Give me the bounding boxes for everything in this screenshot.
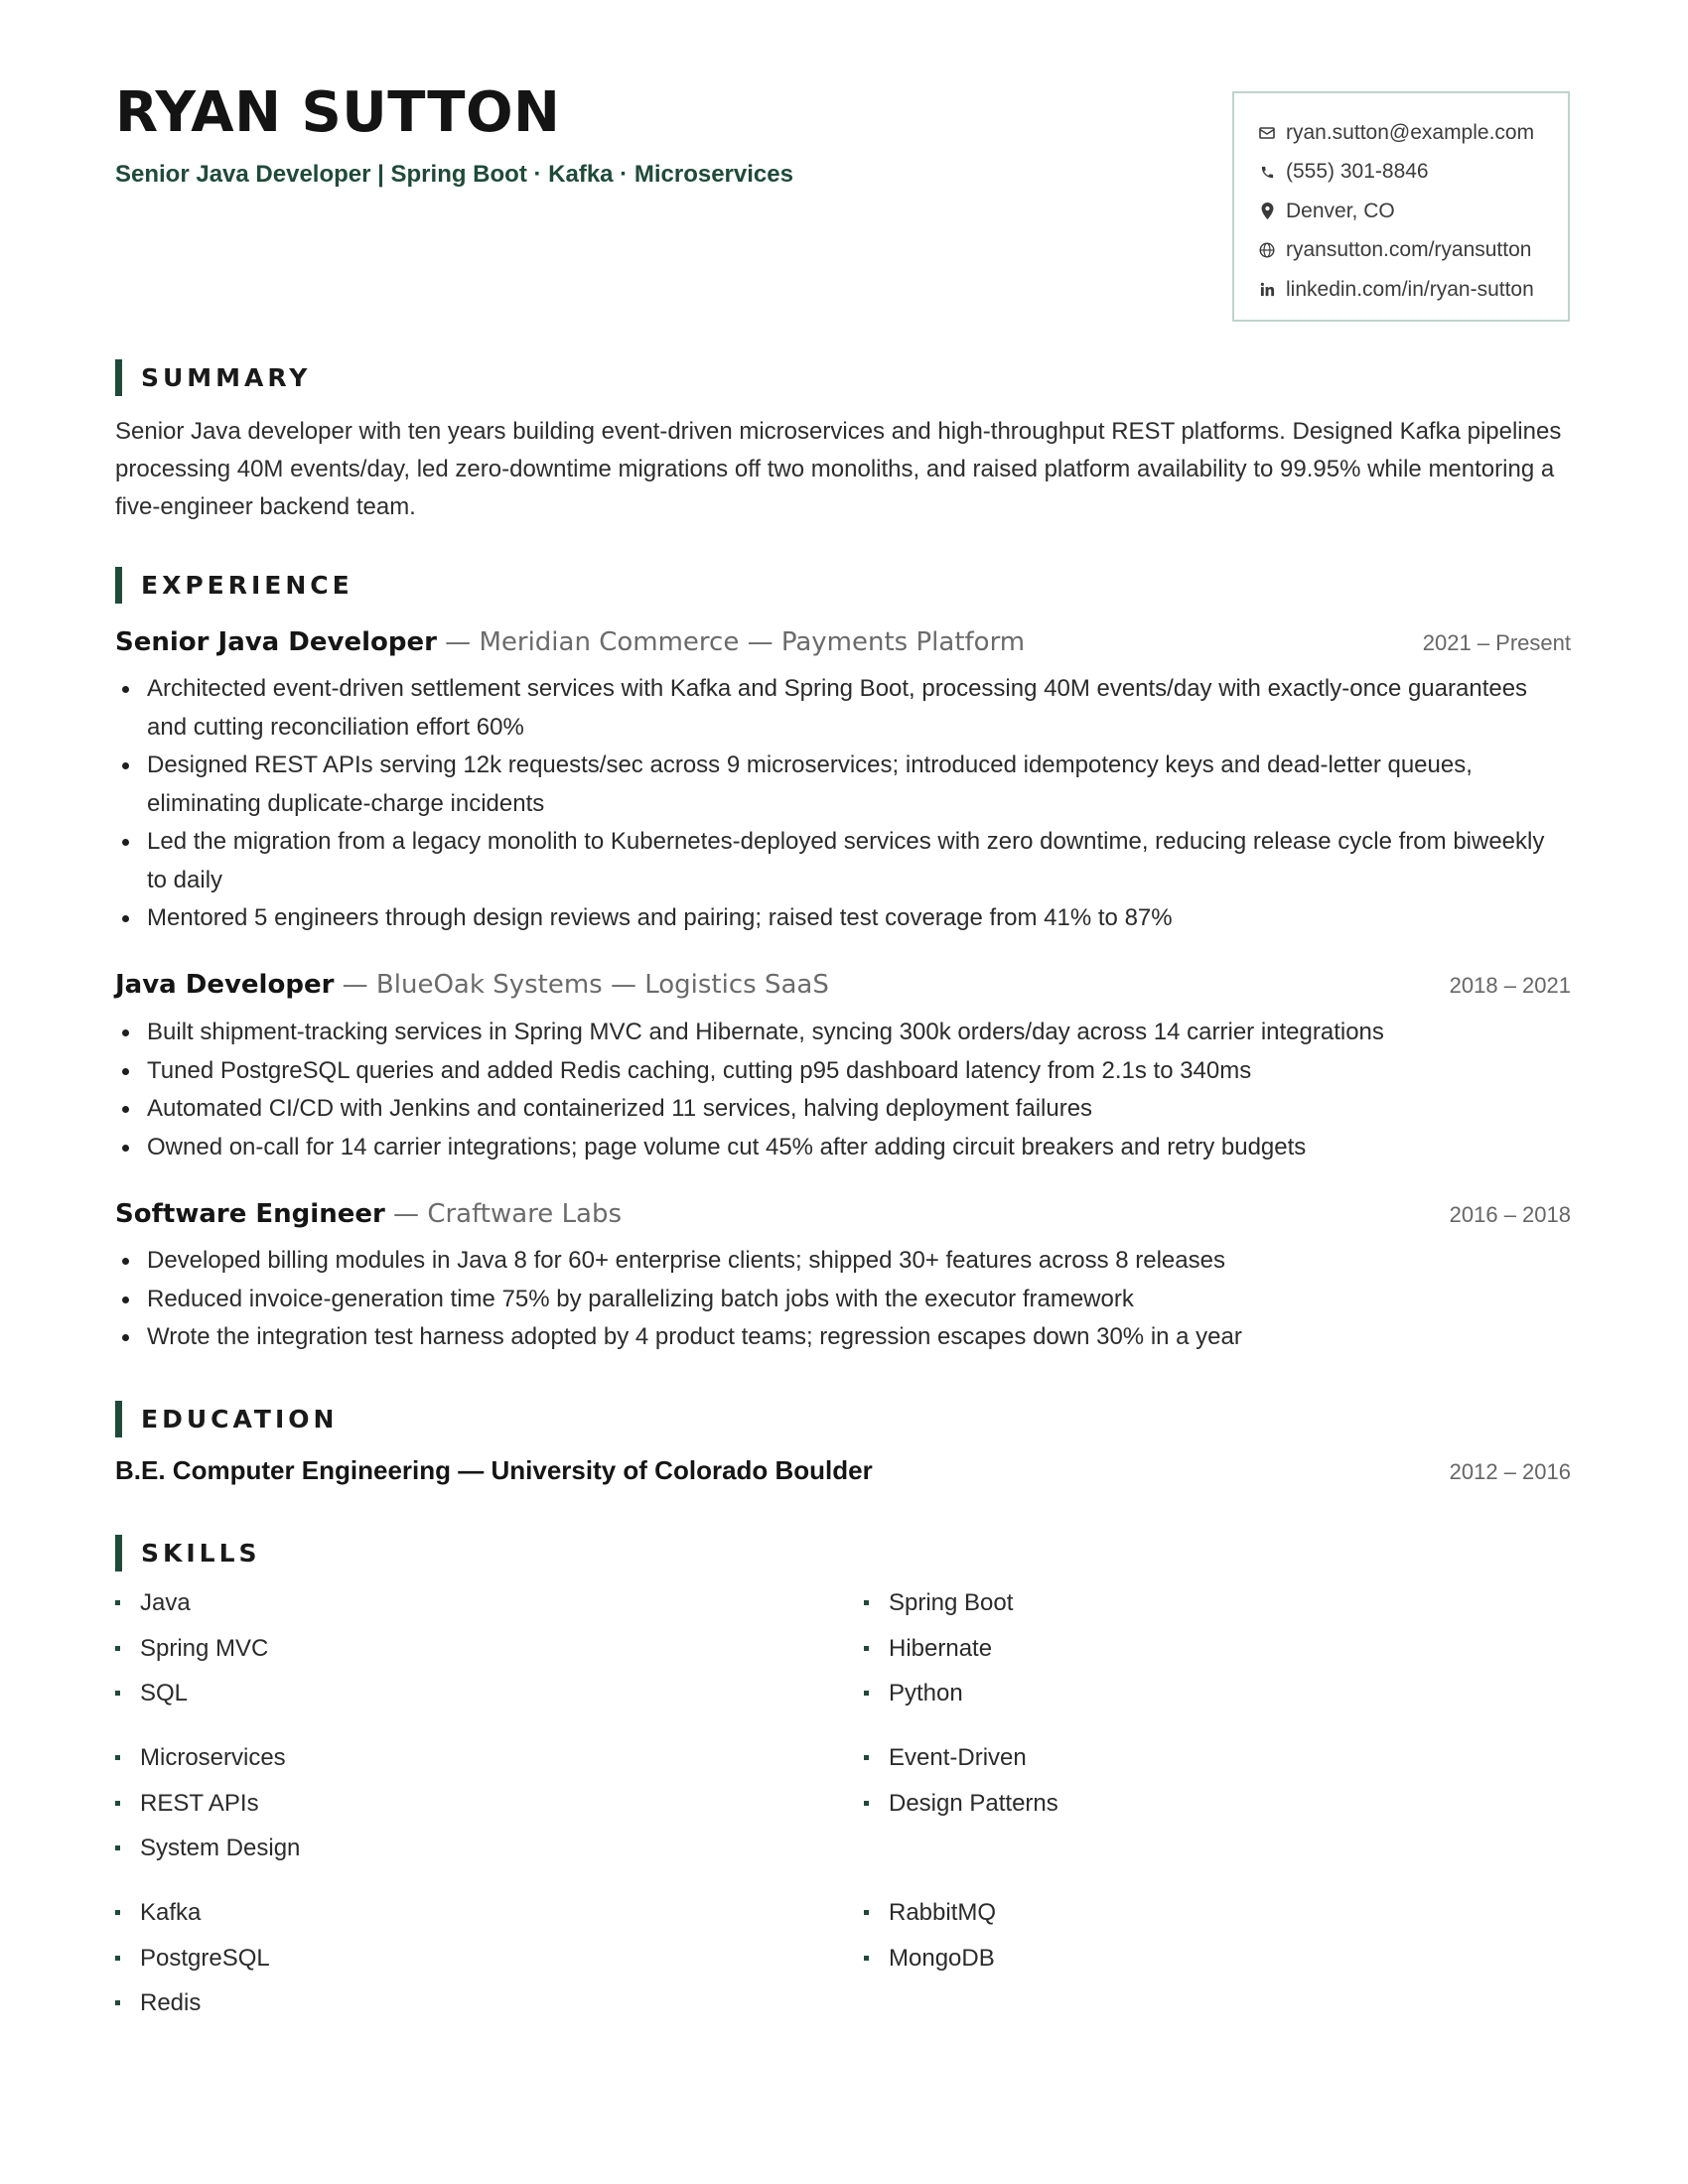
skills-list [864, 1735, 1058, 1826]
job-bullet: Developed billing modules in Java 8 for 60+ enterprise clients; shipped 30+ features across 8 releases [115, 1242, 1571, 1281]
job-header [115, 627, 1571, 663]
job-bullet: Owned on-call for 14 carrier integrations; page volume cut 45% after adding circuit breakers and retry budgets [115, 1129, 1571, 1167]
job-bullet: Led the migration from a legacy monolith to Kubernetes-deployed services with zero downtime, reducing release cycle from biweekly to daily [115, 823, 1571, 899]
skills-list [115, 1890, 270, 2026]
job-bullets [115, 1242, 1571, 1357]
education-entry [115, 1455, 1571, 1491]
summary-text: Senior Java developer with ten years building event-driven microservices and high-throughput REST platforms. Designed Kafka pipelines processing 40M events/day, led zero-downtime migrations off two monoliths, and raised platform availability to 99.95% while mentoring a five-engineer backend team. [115, 418, 1562, 520]
job-title-line [115, 627, 1025, 657]
skill-item: System Design [115, 1826, 300, 1871]
section-accent-bar [115, 1535, 122, 1571]
contact-email[interactable] [1258, 113, 1568, 153]
section-summary-label: SUMMARY [141, 363, 312, 392]
job-role: Java Developer [115, 970, 335, 1000]
job-header [115, 1199, 1571, 1235]
contact-linkedin[interactable] [1258, 270, 1568, 310]
section-accent-bar [115, 1401, 122, 1437]
skill-item: Design Patterns [864, 1781, 1058, 1827]
skill-item: Python [864, 1671, 1013, 1716]
skill-item: Hibernate [864, 1626, 1013, 1672]
skill-item: Microservices [115, 1735, 300, 1781]
skill-item: RabbitMQ [864, 1890, 996, 1936]
phone-icon [1258, 163, 1276, 181]
contact-phone-text: (555) 301-8846 [1286, 160, 1429, 184]
job-title-line [115, 1199, 622, 1229]
mail-icon [1258, 124, 1276, 142]
skill-item: REST APIs [115, 1781, 300, 1827]
job-dates: 2021 – Present [1422, 630, 1571, 655]
contact-location [1258, 192, 1568, 231]
job-bullets [115, 1014, 1571, 1166]
skills-list [115, 1580, 268, 1716]
skill-item: Redis [115, 1980, 270, 2026]
job-role: Senior Java Developer [115, 627, 437, 657]
job-bullet: Automated CI/CD with Jenkins and containerized 11 services, halving deployment failures [115, 1090, 1571, 1129]
job-company: — BlueOak Systems — Logistics SaaS [334, 970, 829, 1000]
skills-list [864, 1580, 1013, 1716]
job-bullet: Built shipment-tracking services in Spring MVC and Hibernate, syncing 300k orders/day across 14 carrier integrations [115, 1014, 1571, 1052]
job-role: Software Engineer [115, 1199, 385, 1229]
education-degree: B.E. Computer Engineering — University of Colorado Boulder [115, 1455, 873, 1485]
job-dates: 2016 – 2018 [1449, 1202, 1571, 1227]
job-bullets [115, 670, 1571, 938]
job-header [115, 970, 1571, 1006]
section-education-title [115, 1401, 338, 1437]
skill-item: Java [115, 1580, 268, 1626]
section-accent-bar [115, 567, 122, 604]
globe-icon [1258, 241, 1276, 259]
linkedin-icon [1258, 281, 1276, 299]
section-experience-label: EXPERIENCE [141, 571, 353, 600]
skill-item: PostgreSQL [115, 1936, 270, 1981]
section-skills-label: SKILLS [141, 1539, 261, 1568]
skill-item: Spring Boot [864, 1580, 1013, 1626]
resume-page [115, 0, 1571, 2184]
section-education-label: EDUCATION [141, 1405, 339, 1433]
job-dates: 2018 – 2021 [1449, 973, 1571, 998]
location-pin-icon [1258, 203, 1276, 220]
candidate-name: RYAN SUTTON [115, 80, 561, 145]
skill-item: Kafka [115, 1890, 270, 1936]
section-accent-bar [115, 359, 122, 396]
job-bullet: Reduced invoice-generation time 75% by parallelizing batch jobs with the executor framework [115, 1281, 1571, 1319]
skills-list [115, 1735, 300, 1871]
section-summary-title [115, 359, 311, 396]
contact-website-text: ryansutton.com/ryansutton [1286, 238, 1532, 262]
job-bullet: Architected event-driven settlement services with Kafka and Spring Boot, processing 40M events/day with exactly-once guarantees and cutting reconciliation effort 60% [115, 670, 1571, 747]
skills-list [864, 1890, 996, 1980]
headline: Senior Java Developer | Spring Boot · Kafka · Microservices [115, 161, 793, 188]
job-bullet: Mentored 5 engineers through design reviews and pairing; raised test coverage from 41% to 87% [115, 899, 1571, 938]
skill-item: MongoDB [864, 1936, 996, 1981]
job-bullet: Designed REST APIs serving 12k requests/sec across 9 microservices; introduced idempotency keys and dead-letter queues, eliminating duplicate-charge incidents [115, 747, 1571, 823]
contact-box [1232, 91, 1570, 322]
section-experience-title [115, 567, 353, 604]
contact-website[interactable] [1258, 231, 1568, 271]
contact-location-text: Denver, CO [1286, 199, 1395, 222]
education-dates: 2012 – 2016 [1449, 1459, 1571, 1484]
contact-phone[interactable] [1258, 153, 1568, 193]
skill-item: Event-Driven [864, 1735, 1058, 1781]
section-skills-title [115, 1535, 261, 1571]
skill-item: SQL [115, 1671, 268, 1716]
job-title-line [115, 970, 829, 1000]
skill-item: Spring MVC [115, 1626, 268, 1672]
contact-email-text: ryan.sutton@example.com [1286, 120, 1535, 144]
job-company: — Craftware Labs [384, 1199, 623, 1229]
job-company: — Meridian Commerce — Payments Platform [436, 627, 1026, 657]
job-bullet: Wrote the integration test harness adopted by 4 product teams; regression escapes down 30% in a year [115, 1318, 1571, 1357]
contact-linkedin-text: linkedin.com/in/ryan-sutton [1286, 277, 1534, 301]
job-bullet: Tuned PostgreSQL queries and added Redis caching, cutting p95 dashboard latency from 2.1s to 340ms [115, 1052, 1571, 1091]
